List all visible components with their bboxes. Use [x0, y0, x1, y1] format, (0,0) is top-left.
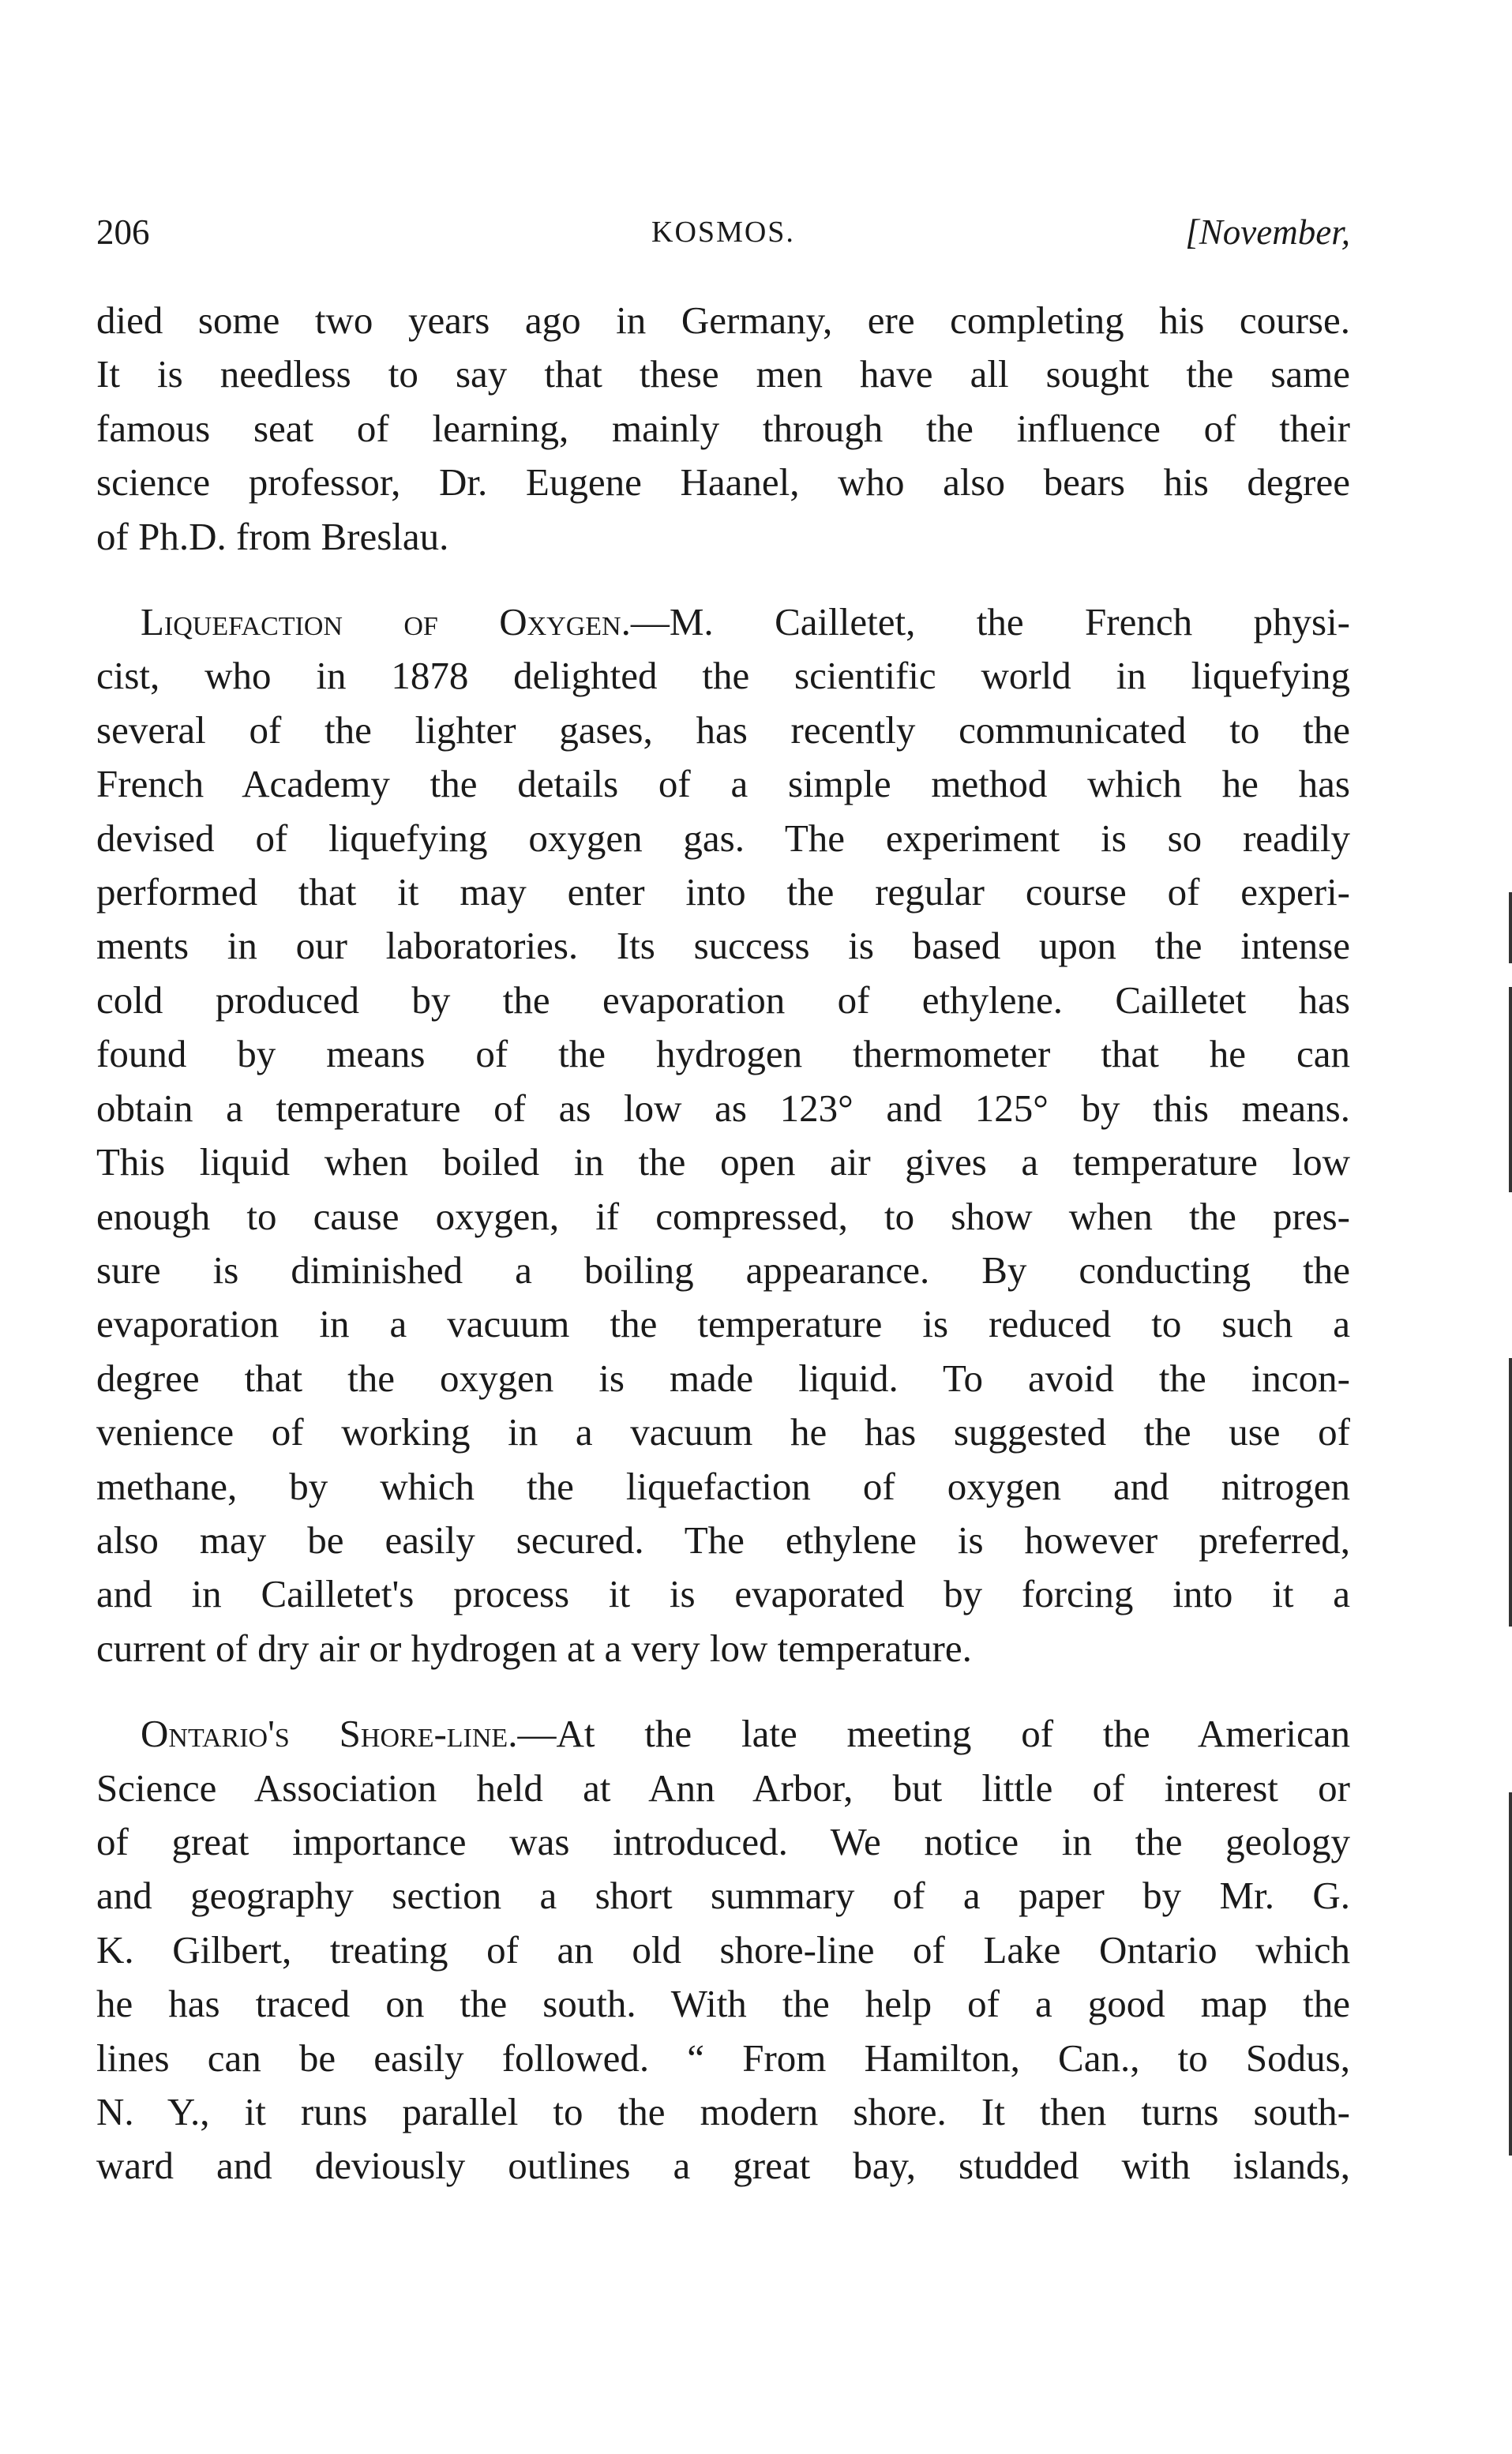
- text-line: cold produced by the evaporation of ethylene. Cailletet has: [96, 977, 1350, 1022]
- text-line: sure is diminished a boiling appearance. By conducting the: [96, 1248, 1350, 1292]
- text-line: he has traced on the south. With the help of a good map the: [96, 1982, 1350, 2026]
- issue-month: [November,: [1185, 212, 1350, 252]
- heading-line-rest: —At the late meeting of the American: [517, 1712, 1350, 1756]
- text-line: cist, who in 1878 delighted the scientific world in liquefying: [96, 654, 1350, 698]
- running-title: KOSMOS.: [651, 216, 795, 249]
- text-line: ments in our laboratories. Its success is based upon the intense: [96, 924, 1350, 968]
- scan-edge-mark: [1509, 987, 1512, 1192]
- page-header: [96, 201, 1350, 264]
- text-line: found by means of the hydrogen thermometer that he can: [96, 1032, 1350, 1076]
- text-line: degree that the oxygen is made liquid. To avoid the incon-: [96, 1356, 1350, 1400]
- text-line: devised of liquefying oxygen gas. The experiment is so readily: [96, 816, 1350, 860]
- text-line: obtain a temperature of as low as 123° and 125° by this means.: [96, 1086, 1350, 1130]
- article-body: [96, 294, 1350, 2193]
- scan-edge-mark: [1509, 892, 1512, 963]
- text-line: [96, 595, 1350, 649]
- section-heading: Ontario's Shore-line.: [141, 1712, 518, 1756]
- text-line: French Academy the details of a simple method which he has: [96, 762, 1350, 806]
- scan-edge-mark: [1509, 1792, 1512, 2156]
- text-line: of great importance was introduced. We notice in the geology: [96, 1819, 1350, 1863]
- text-line: This liquid when boiled in the open air gives a temperature low: [96, 1140, 1350, 1184]
- paragraph-liquefaction-of-oxygen: [96, 595, 1350, 1675]
- text-line: also may be easily secured. The ethylene is however preferred,: [96, 1518, 1350, 1562]
- paragraph-continuation: [96, 294, 1350, 564]
- text-line: venience of working in a vacuum he has suggested the use of: [96, 1410, 1350, 1454]
- text-line: lines can be easily followed. “ From Hamilton, Can., to Sodus,: [96, 2036, 1350, 2080]
- text-line: several of the lighter gases, has recently communicated to the: [96, 707, 1350, 752]
- text-line: Science Association held at Ann Arbor, but little of interest or: [96, 1765, 1350, 1810]
- text-line: performed that it may enter into the regular course of experi-: [96, 870, 1350, 914]
- text-line: science professor, Dr. Eugene Haanel, who also bears his degree: [96, 460, 1350, 505]
- text-line: famous seat of learning, mainly through the influence of their: [96, 406, 1350, 450]
- section-heading: Liquefaction of Oxygen.: [141, 600, 631, 644]
- text-line: evaporation in a vacuum the temperature is reduced to such a: [96, 1302, 1350, 1346]
- text-line: and geography section a short summary of a paper by Mr. G.: [96, 1874, 1350, 1918]
- text-line: K. Gilbert, treating of an old shore-line of Lake Ontario which: [96, 1927, 1350, 1972]
- text-line: ward and deviously outlines a great bay, studded with islands,: [96, 2144, 1350, 2188]
- text-line: [96, 1707, 1350, 1761]
- text-line: died some two years ago in Germany, ere completing his course.: [96, 298, 1350, 342]
- paragraph-ontarios-shore-line: [96, 1707, 1350, 2193]
- text-line: current of dry air or hydrogen at a very low temperature.: [96, 1626, 972, 1670]
- scan-edge-mark: [1509, 1358, 1512, 1627]
- text-line: It is needless to say that these men have all sought the same: [96, 352, 1350, 396]
- text-line: N. Y., it runs parallel to the modern shore. It then turns south-: [96, 2090, 1350, 2133]
- page-number: 206: [96, 212, 150, 252]
- text-line: enough to cause oxygen, if compressed, to show when the pres-: [96, 1194, 1350, 1238]
- heading-line-rest: —M. Cailletet, the French physi-: [630, 600, 1350, 644]
- text-line: and in Cailletet's process it is evaporated by forcing into it a: [96, 1572, 1350, 1616]
- text-line: of Ph.D. from Breslau.: [96, 514, 449, 558]
- text-line: methane, by which the liquefaction of oxygen and nitrogen: [96, 1464, 1350, 1508]
